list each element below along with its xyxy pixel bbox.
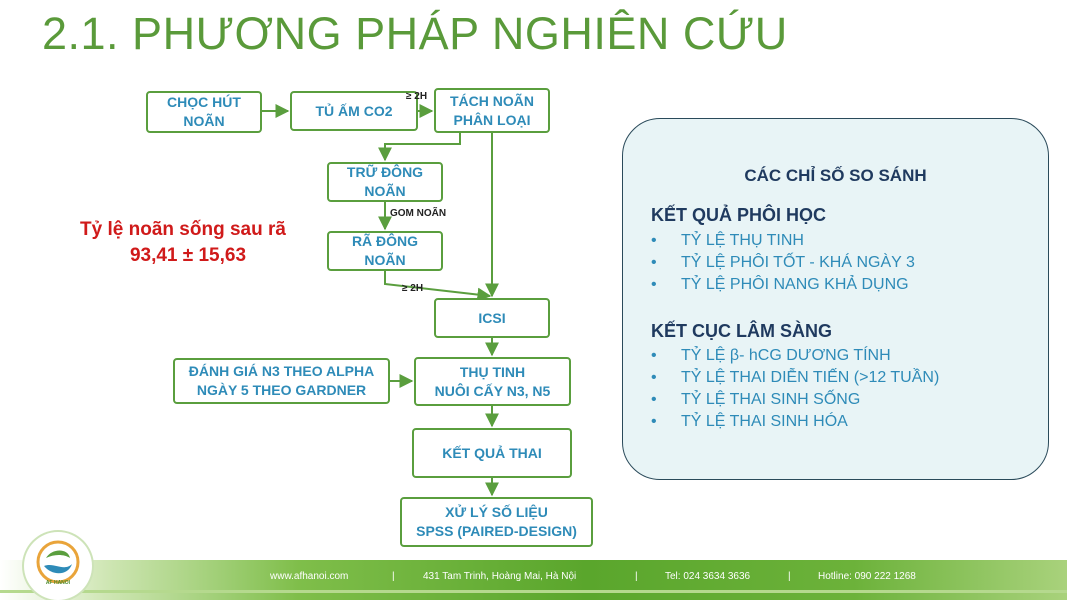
page-title: 2.1. PHƯƠNG PHÁP NGHIÊN CỨU	[42, 8, 788, 59]
arrow-tach-to-trudong	[385, 133, 460, 160]
af-hanoi-logo	[24, 532, 92, 600]
embryology-list	[651, 230, 915, 296]
box-icsi: ICSI	[434, 298, 550, 338]
footer-tel: Tel: 024 3634 3636	[665, 571, 751, 582]
clinical-list	[651, 345, 939, 433]
survival-rate	[38, 217, 328, 268]
footer-website[interactable]: www.afhanoi.com	[270, 571, 349, 582]
bullet-icon: •	[651, 254, 657, 271]
logo-text: AF HANOI	[45, 580, 71, 586]
list-item: • TỶ LỆ THAI SINH SỐNG	[651, 389, 939, 411]
survival-rate-label: Tỷ lệ noãn sống sau rã	[80, 219, 286, 240]
bullet-icon: •	[651, 232, 657, 249]
list-item: • TỶ LỆ β- hCG DƯƠNG TÍNH	[651, 345, 939, 367]
box-ra-dong-noan: RÃ ĐÔNG NOÃN	[327, 231, 443, 271]
label-gom-noan: GOM NOÃN	[390, 208, 447, 219]
box-tach-noan: TÁCH NOÃN PHÂN LOẠI	[434, 88, 550, 133]
comparison-panel	[622, 118, 1049, 480]
label-ge2h-bottom: ≥ 2H	[402, 283, 424, 294]
bullet-icon: •	[651, 347, 657, 364]
section-heading-embryology: KẾT QUẢ PHÔI HỌC	[651, 205, 827, 225]
section-heading-clinical: KẾT CỤC LÂM SÀNG	[651, 321, 832, 341]
list-item: • TỶ LỆ THỤ TINH	[651, 230, 915, 252]
logo-icon	[24, 532, 92, 600]
panel-title: CÁC CHỈ SỐ SO SÁNH	[744, 166, 927, 185]
box-xu-ly-so-lieu: XỬ LÝ SỐ LIỆU SPSS (PAIRED-DESIGN)	[400, 497, 593, 547]
survival-rate-value: 93,41 ± 15,63	[129, 244, 247, 266]
bullet-icon: •	[651, 369, 657, 386]
footer-hotline: Hotline: 090 222 1268	[818, 571, 916, 582]
bullet-icon: •	[651, 391, 657, 408]
footer-address: 431 Tam Trinh, Hoàng Mai, Hà Nội	[423, 571, 577, 582]
label-ge2h-top: ≥ 2H	[406, 91, 428, 102]
box-tru-dong-noan: TRỮ ĐÔNG NOÃN	[327, 162, 443, 202]
footer-separator: |	[392, 571, 395, 582]
footer-separator: |	[788, 571, 791, 582]
box-danh-gia: ĐÁNH GIÁ N3 THEO ALPHA NGÀY 5 THEO GARDNER	[173, 358, 390, 404]
footer-divider	[0, 590, 1067, 593]
list-item: • TỶ LỆ PHÔI NANG KHẢ DỤNG	[651, 274, 915, 296]
arrow-radong-to-icsi	[385, 271, 490, 296]
box-tu-am-co2: TỦ ẤM CO2	[290, 91, 418, 131]
box-thu-tinh: THỤ TINH NUÔI CẤY N3, N5	[414, 357, 571, 406]
box-ket-qua-thai: KẾT QUẢ THAI	[412, 428, 572, 478]
list-item: • TỶ LỆ THAI DIỄN TIẾN (>12 TUẦN)	[651, 367, 939, 389]
bullet-icon: •	[651, 276, 657, 293]
bullet-icon: •	[651, 413, 657, 430]
box-choc-hut-noan: CHỌC HÚT NOÃN	[146, 91, 262, 133]
list-item: • TỶ LỆ PHÔI TỐT - KHÁ NGÀY 3	[651, 252, 915, 274]
list-item: • TỶ LỆ THAI SINH HÓA	[651, 411, 939, 433]
footer-separator: |	[635, 571, 638, 582]
